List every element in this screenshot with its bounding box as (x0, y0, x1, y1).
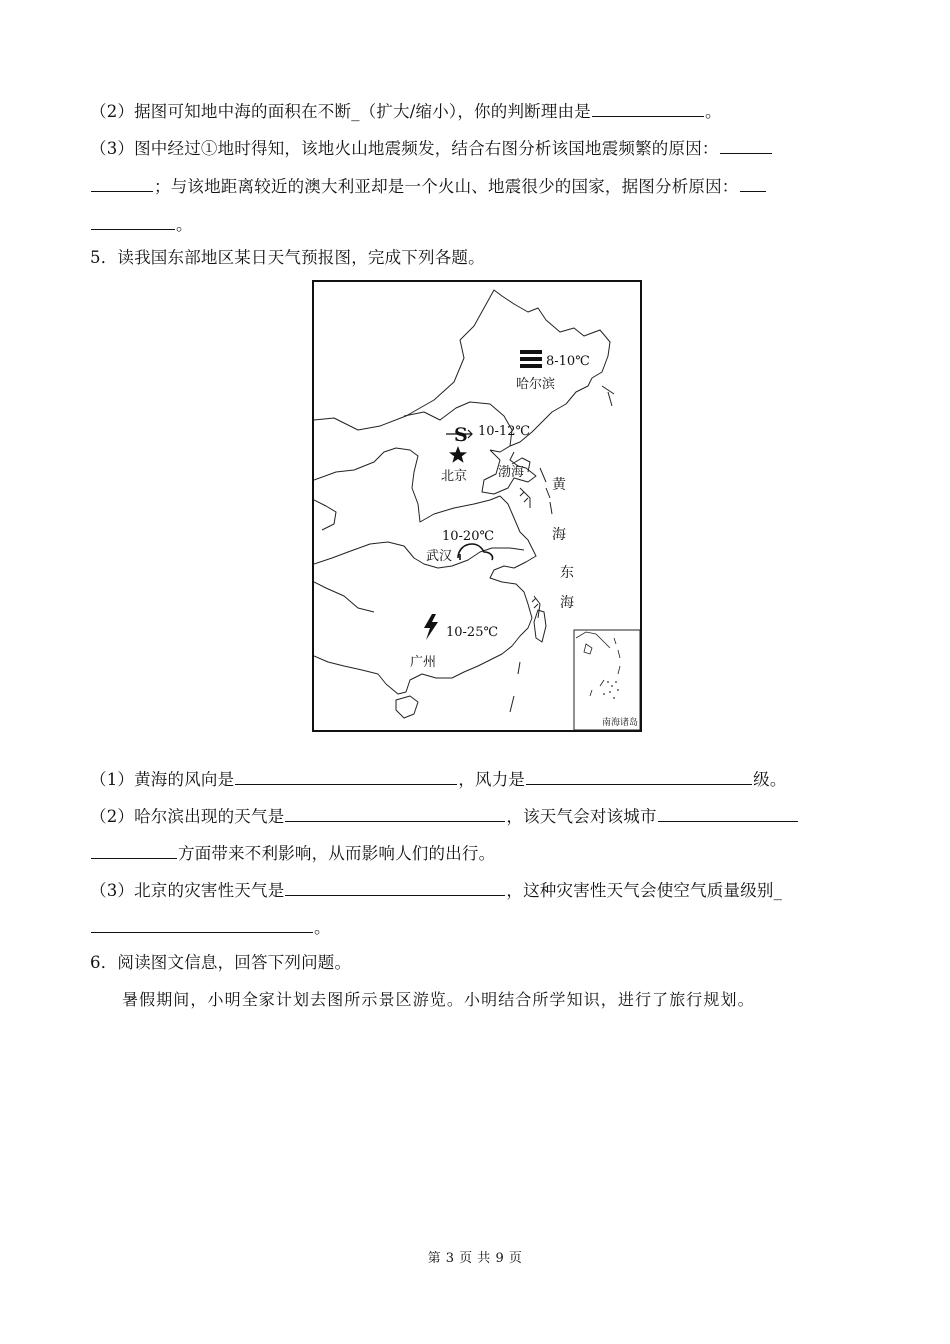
yellow-sea-label-1: 黄 (552, 477, 566, 493)
harbin-label: 哈尔滨 (516, 377, 556, 392)
border-south (314, 656, 386, 684)
answer-blank[interactable] (526, 766, 752, 785)
thunderstorm-lightning-icon (424, 614, 438, 640)
answer-blank[interactable] (91, 840, 177, 859)
coast-east (386, 496, 536, 694)
q5-part1: （1）黄海的风向是 ，风力是 级。 (90, 766, 787, 792)
yellow-sea-label-2: 海 (552, 527, 566, 543)
beijing-label: 北京 (441, 469, 468, 484)
answer-blank[interactable] (285, 803, 505, 822)
inset-label: 南海诸岛 (602, 718, 639, 728)
q4-part2: （2）据图可知地中海的面积在不断_（扩大/缩小），你的判断理由是 。 (90, 98, 722, 124)
q5-part3-line2: 。 (90, 914, 331, 940)
answer-blank[interactable] (235, 766, 457, 785)
wuhan-label: 武汉 (426, 549, 453, 564)
answer-blank[interactable] (91, 173, 153, 192)
harbin-temperature: 8-10℃ (546, 354, 590, 369)
answer-blank[interactable] (740, 173, 766, 192)
answer-blank[interactable] (592, 98, 704, 117)
east-sea-label-1: 东 (560, 565, 574, 581)
answer-blank[interactable] (658, 803, 798, 822)
taiwan-island (534, 610, 546, 642)
q5-part2-line1: （2）哈尔滨出现的天气是 ，该天气会对该城市 (90, 803, 799, 829)
q4-part3-line3: 。 (90, 211, 193, 237)
sea-boundary (540, 468, 552, 514)
q5-part2-line2: 方面带来不利影响，从而影响人们的出行。 (90, 840, 495, 866)
border-west (314, 582, 374, 612)
beijing-temperature: 10-12℃ (478, 424, 531, 439)
border-northwest (314, 500, 336, 530)
overcast-cloud-icon (458, 544, 493, 560)
wind-symbol: S (454, 424, 468, 446)
q6-text: 暑假期间，小明全家计划去图所示景区游览。小明结合所学知识，进行了旅行规划。 (122, 990, 755, 1009)
wuhan-temperature: 10-20℃ (442, 529, 495, 544)
q6-title: 6．阅读图文信息，回答下列问题。 (90, 953, 352, 972)
sea-boundary-2 (510, 662, 520, 712)
map-drawing (314, 282, 640, 730)
q5-title: 5．读我国东部地区某日天气预报图，完成下列各题。 (90, 248, 485, 267)
bohai-label: 渤海 (498, 465, 525, 480)
east-sea-label-2: 海 (560, 595, 574, 611)
q4-part3-line2: ；与该地距离较近的澳大利亚却是一个火山、地震很少的国家，据图分析原因： (90, 173, 767, 199)
ne-arrow-ticks (602, 386, 614, 406)
q5-part3-line1: （3）北京的灾害性天气是 ，这种灾害性天气会使空气质量级别_ (90, 877, 782, 903)
answer-blank[interactable] (91, 211, 175, 230)
answer-blank[interactable] (91, 914, 313, 933)
yellow-sea-wind-barbs (520, 488, 540, 618)
weather-forecast-map (312, 280, 642, 732)
border-north-china (314, 448, 500, 522)
page-footer: 第 3 页 共 9 页 (427, 1251, 523, 1266)
border-central (314, 542, 524, 568)
guangzhou-label: 广州 (410, 655, 437, 670)
capital-star-icon (449, 446, 467, 463)
answer-blank[interactable] (720, 135, 772, 154)
fog-icon (520, 350, 542, 368)
answer-blank[interactable] (285, 877, 505, 896)
guangzhou-temperature: 10-25℃ (446, 625, 499, 640)
q4-part3-line1: （3）图中经过①地时得知，该地火山地震频发，结合右图分析该国地震频繁的原因： (90, 135, 773, 161)
hainan-island (396, 696, 418, 718)
